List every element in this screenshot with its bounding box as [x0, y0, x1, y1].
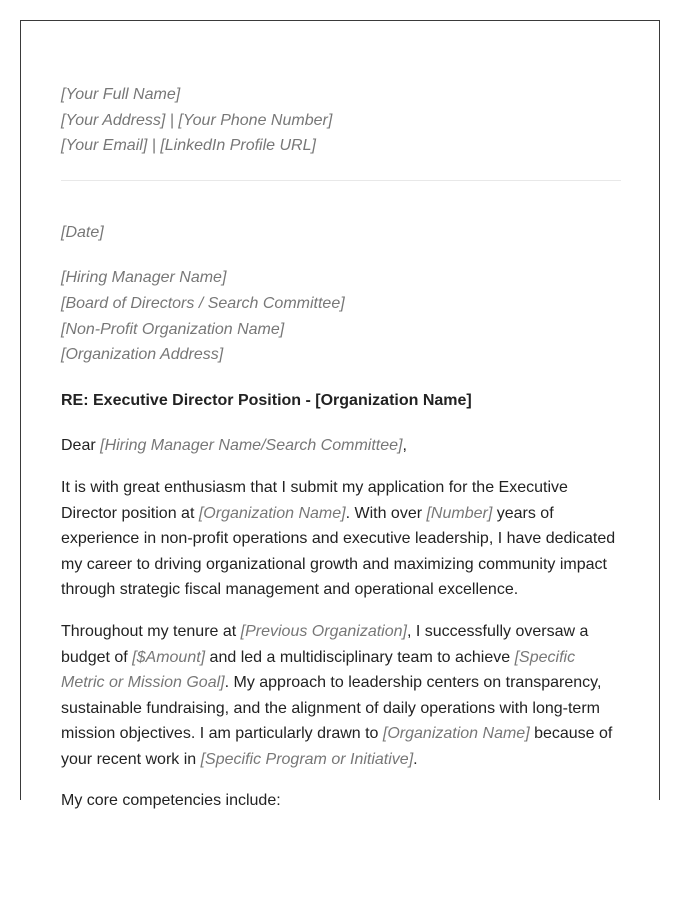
p2-program-placeholder: [Specific Program or Initiative]	[200, 750, 414, 768]
sender-linkedin: [LinkedIn Profile URL]	[160, 137, 316, 155]
p2-text-6: .	[413, 750, 418, 768]
recipient-name: [Hiring Manager Name]	[61, 269, 227, 287]
p2-text-3: and led a multidisciplinary team to achieve	[205, 648, 515, 666]
salutation	[61, 433, 621, 459]
sender-name: [Your Full Name]	[61, 86, 181, 103]
sender-block	[61, 82, 621, 181]
p1-organization-placeholder: [Organization Name]	[198, 504, 346, 522]
p1-text-2: . With over	[345, 504, 427, 522]
salutation-suffix: ,	[402, 437, 407, 455]
sender-email: [Your Email]	[61, 137, 148, 155]
salutation-name: [Hiring Manager Name/Search Committee]	[100, 437, 403, 455]
p2-text-2: , I successfully oversaw a budget of	[61, 622, 589, 666]
p2-text-5: because of your recent work in	[61, 725, 613, 768]
paragraph-2	[61, 619, 621, 773]
separator: |	[147, 137, 161, 155]
sender-address-phone	[61, 108, 621, 134]
p2-metric-placeholder: [Specific Metric or Mission Goal]	[61, 648, 576, 692]
sender-phone: [Your Phone Number]	[178, 111, 333, 129]
p1-text-3: years of experience in non-profit operations and executive leadership, I have dedicated my career to driving organizational growth and maximizing community impact through strategic fiscal management and operational excellence.	[61, 504, 616, 599]
p1-text-1: It is with great enthusiasm that I submit my application for the Executive Director position at	[61, 478, 568, 522]
p2-text-1: Throughout my tenure at	[61, 622, 241, 640]
subject-line: RE: Executive Director Position - [Organization Name]	[61, 391, 472, 409]
recipient-address: [Organization Address]	[61, 346, 224, 364]
paragraph-1	[61, 475, 621, 603]
p2-amount-placeholder: [$Amount]	[132, 648, 206, 666]
recipient-board: [Board of Directors / Search Committee]	[61, 294, 345, 312]
sender-email-linkedin	[61, 133, 621, 159]
p1-number-placeholder: [Number]	[426, 504, 493, 522]
p2-previous-org-placeholder: [Previous Organization]	[240, 622, 407, 640]
p2-organization-placeholder: [Organization Name]	[382, 725, 530, 743]
letter-date: [Date]	[61, 223, 104, 241]
recipient-block	[61, 265, 621, 367]
letter-page	[20, 20, 660, 810]
salutation-prefix: Dear	[61, 437, 101, 455]
p2-text-4: . My approach to leadership centers on transparency, sustainable fundraising, and the alignment of daily operations with long-term mission objectives. I am particularly drawn to	[61, 674, 602, 743]
letter-content	[61, 82, 621, 830]
sender-address: [Your Address]	[61, 111, 166, 129]
competencies-intro: My core competencies include:	[61, 792, 281, 810]
recipient-organization: [Non-Profit Organization Name]	[61, 320, 285, 338]
separator: |	[165, 111, 179, 129]
